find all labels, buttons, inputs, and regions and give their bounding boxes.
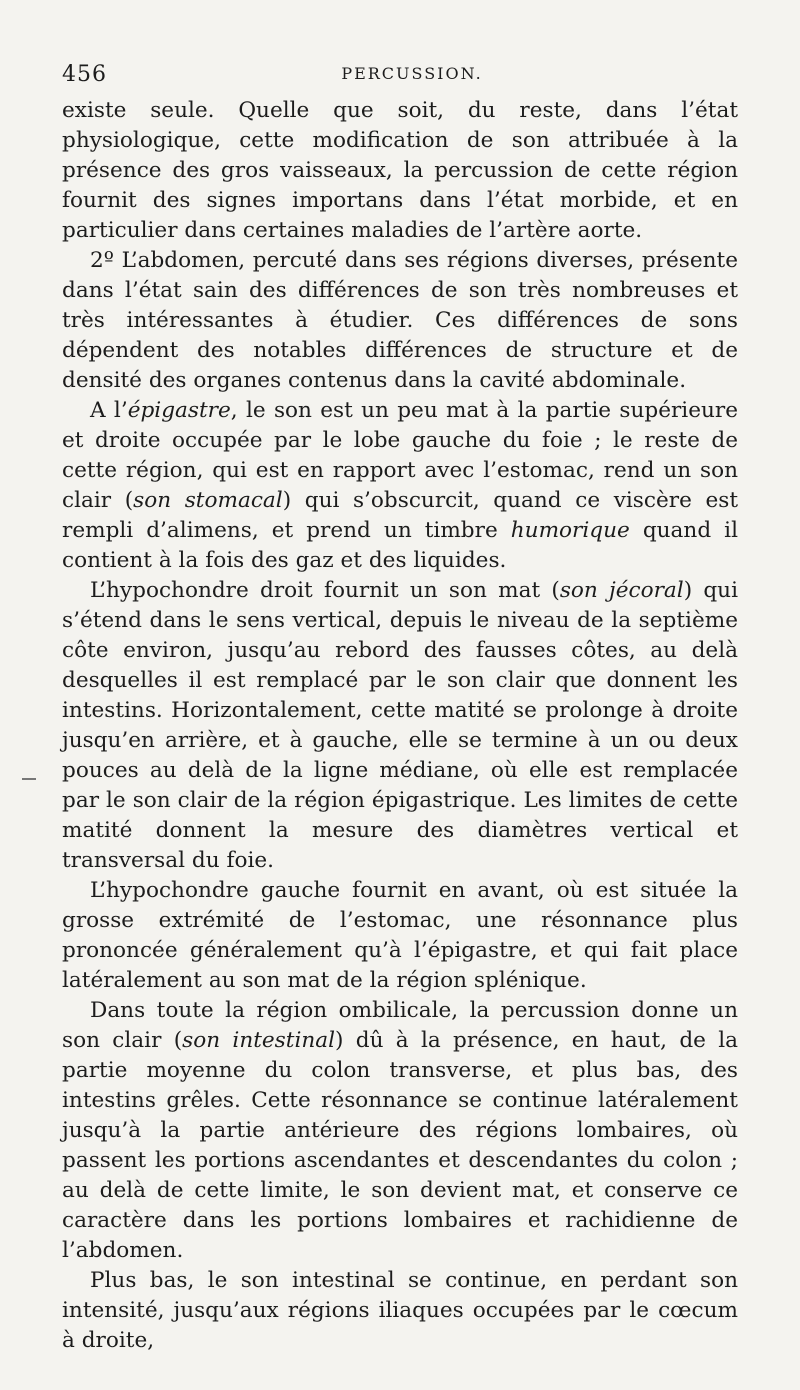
- paragraph-ombilicale: [62, 996, 738, 1266]
- italic-term: son jécoral: [559, 578, 684, 603]
- paragraph-abdomen: 2º L’abdomen, percuté dans ses régions diverses, présente dans l’état sain des différences de son très nombreuses et très intéressantes à étudier. Ces différences de sons dépendent des notables différences de structure et de densité des organes contenus dans la cavité abdominale.: [62, 248, 738, 393]
- italic-term: son intestinal: [182, 1028, 336, 1053]
- text-run: , le son est un peu mat à la partie supérieure et droite occupée par le lobe gauche du foie ; le reste de cette région, qui est en rapport avec l’estomac, rend un son clair (: [62, 398, 738, 513]
- page-header: [62, 62, 742, 92]
- margin-mark: [22, 778, 36, 780]
- paragraph-hypochondre-gauche: L’hypochondre gauche fournit en avant, où est située la grosse extrémité de l’estomac, une résonnance plus prononcée généralement qu’à l’épigastre, et qui fait place latéralement au son mat de la région splénique.: [62, 878, 738, 993]
- paragraph-epigastre: [62, 396, 738, 576]
- italic-term: humorique: [510, 518, 630, 543]
- paragraph-hypochondre-droit: [62, 576, 738, 876]
- text-run: quand il contient à la fois des gaz et des liquides.: [62, 518, 738, 573]
- text-run: ) qui s’étend dans le sens vertical, depuis le niveau de la septième côte environ, jusqu’au rebord des fausses côtes, au delà desquelles il est remplacé par le son clair que donnent les intestins. Horizontalement, cette matité se prolonge à droite jusqu’en arrière, et à gauche, elle se termine à un ou deux pouces au delà de la ligne médiane, où elle est remplacée par le son clair de la région épigastrique. Les limites de cette matité donnent la mesure des diamètres vertical et transversal du foie.: [62, 578, 738, 873]
- text-run: ) dû à la présence, en haut, de la partie moyenne du colon transverse, et plus bas, des intestins grêles. Cette résonnance se continue latéralement jusqu’à la partie antérieure des régions lombaires, où passent les portions ascendantes et descendantes du colon ; au delà de cette limite, le son devient mat, et conserve ce caractère dans les portions lombaires et rachidienne de l’abdomen.: [62, 1028, 738, 1263]
- page-number: 456: [62, 62, 107, 87]
- italic-term: son stomacal: [133, 488, 283, 513]
- text-run: L’hypochondre droit fournit un son mat (: [90, 578, 560, 603]
- italic-term: épigastre: [127, 398, 231, 423]
- paragraph-continuation: existe seule. Quelle que soit, du reste, dans l’état physiologique, cette modification de son attribuée à la présence des gros vaisseaux, la percussion de cette région fournit des signes importans dans l’état morbide, et en particulier dans certaines maladies de l’artère aorte.: [62, 98, 738, 243]
- text-run: ) qui s’obscurcit, quand ce viscère est rempli d’alimens, et prend un timbre: [62, 488, 738, 543]
- text-run: A l’: [90, 398, 128, 423]
- page-body: [62, 96, 738, 1356]
- paragraph-plus-bas: Plus bas, le son intestinal se continue, en perdant son intensité, jusqu’aux régions iliaques occupées par le cœcum à droite,: [62, 1268, 738, 1353]
- running-title: PERCUSSION.: [341, 64, 483, 83]
- text-run: Dans toute la région ombilicale, la percussion donne un son clair (: [62, 998, 738, 1053]
